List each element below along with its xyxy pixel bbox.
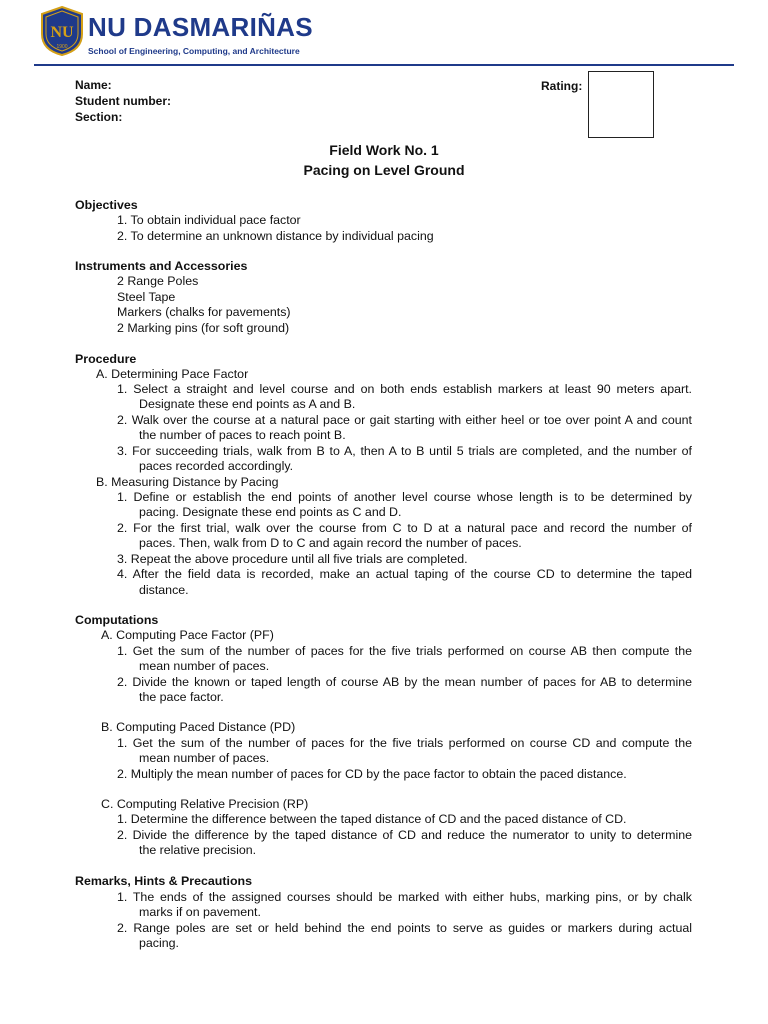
rating-label: Rating: xyxy=(541,79,583,93)
remark-2: 2. Range poles are set or held behind the end points to serve as guides or markers during actual xyxy=(117,921,692,935)
procedure-b-title: B. Measuring Distance by Pacing xyxy=(96,475,279,489)
objectives-heading: Objectives xyxy=(75,198,138,212)
procedure-b-step-4: 4. After the field data is recorded, make an actual taping of the course CD to determine the taped xyxy=(117,567,692,581)
procedure-a-step-1: 1. Select a straight and level course and on both ends establish markers at least 90 meters apart. xyxy=(117,382,692,396)
school-name: School of Engineering, Computing, and Architecture xyxy=(88,46,300,56)
procedure-b-step-3: 3. Repeat the above procedure until all five trials are completed. xyxy=(117,552,468,566)
computations-a-title: A. Computing Pace Factor (PF) xyxy=(101,628,274,642)
procedure-a-step-3: 3. For succeeding trials, walk from B to A, then A to B until 5 trials are completed, and the number of xyxy=(117,444,692,458)
document-title: Field Work No. 1 xyxy=(329,142,439,158)
computations-b-step-1-cont: mean number of paces. xyxy=(139,751,270,765)
computations-a-step-2: 2. Divide the known or taped length of course AB by the mean number of paces for AB to determine xyxy=(117,675,692,689)
name-label: Name: xyxy=(75,78,112,92)
rating-box xyxy=(588,71,654,138)
instruments-heading: Instruments and Accessories xyxy=(75,259,248,273)
document-subtitle: Pacing on Level Ground xyxy=(303,162,465,178)
procedure-b-step-4-cont: distance. xyxy=(139,583,189,597)
instrument-item: 2 Marking pins (for soft ground) xyxy=(117,321,290,335)
procedure-a-step-2-cont: the number of paces to reach point B. xyxy=(139,428,346,442)
procedure-b-step-2: 2. For the first trial, walk over the course from C to D at a natural pace and record the number of xyxy=(117,521,692,535)
section-label: Section: xyxy=(75,110,123,124)
procedure-a-step-2: 2. Walk over the course at a natural pace or gait starting with either heel or toe over point A and count xyxy=(117,413,692,427)
procedure-b-step-1-cont: pacing. Designate these end points as C and D. xyxy=(139,505,402,519)
computations-b-step-2: 2. Multiply the mean number of paces for CD by the pace factor to obtain the paced distance. xyxy=(117,767,627,781)
university-seal-icon xyxy=(40,6,84,56)
student-number-label: Student number: xyxy=(75,94,171,108)
computations-c-step-2-cont: the relative precision. xyxy=(139,843,257,857)
remarks-heading: Remarks, Hints & Precautions xyxy=(75,874,252,888)
computations-a-step-1: 1. Get the sum of the number of paces for the five trials performed on course AB then compute the xyxy=(117,644,692,658)
logo-year: 1900 xyxy=(56,44,68,50)
instrument-item: Steel Tape xyxy=(117,290,176,304)
logo-letters: NU xyxy=(50,24,74,41)
instrument-item: 2 Range Poles xyxy=(117,274,199,288)
instrument-item: Markers (chalks for pavements) xyxy=(117,305,291,319)
objective-item: 2. To determine an unknown distance by individual pacing xyxy=(117,229,434,243)
computations-b-title: B. Computing Paced Distance (PD) xyxy=(101,720,296,734)
objective-item: 1. To obtain individual pace factor xyxy=(117,213,301,227)
procedure-b-step-1: 1. Define or establish the end points of another level course whose length is to be determined by xyxy=(117,490,692,504)
computations-a-step-2-cont: the pace factor. xyxy=(139,690,224,704)
computations-b-step-1: 1. Get the sum of the number of paces for the five trials performed on course CD and compute the xyxy=(117,736,692,750)
computations-c-title: C. Computing Relative Precision (RP) xyxy=(101,797,309,811)
procedure-a-step-1-cont: Designate these end points as A and B. xyxy=(139,397,356,411)
procedure-heading: Procedure xyxy=(75,352,137,366)
computations-c-step-2: 2. Divide the difference by the taped distance of CD and reduce the numerator to unity to determine xyxy=(117,828,692,842)
computations-a-step-1-cont: mean number of paces. xyxy=(139,659,270,673)
computations-c-step-1: 1. Determine the difference between the taped distance of CD and the paced distance of CD. xyxy=(117,812,627,826)
procedure-a-step-3-cont: paces recorded accordingly. xyxy=(139,459,294,473)
procedure-a-title: A. Determining Pace Factor xyxy=(96,367,249,381)
procedure-b-step-2-cont: paces. Then, walk from D to C and again record the number of paces. xyxy=(139,536,522,550)
header-divider xyxy=(34,64,734,66)
brand-name: NU DASMARIÑAS xyxy=(88,12,313,42)
letterhead xyxy=(40,6,313,58)
remark-1-cont: marks if on pavement. xyxy=(139,905,261,919)
remark-2-cont: pacing. xyxy=(139,936,179,950)
remark-1: 1. The ends of the assigned courses should be marked with either hubs, marking pins, or by chalk xyxy=(117,890,692,904)
computations-heading: Computations xyxy=(75,613,159,627)
